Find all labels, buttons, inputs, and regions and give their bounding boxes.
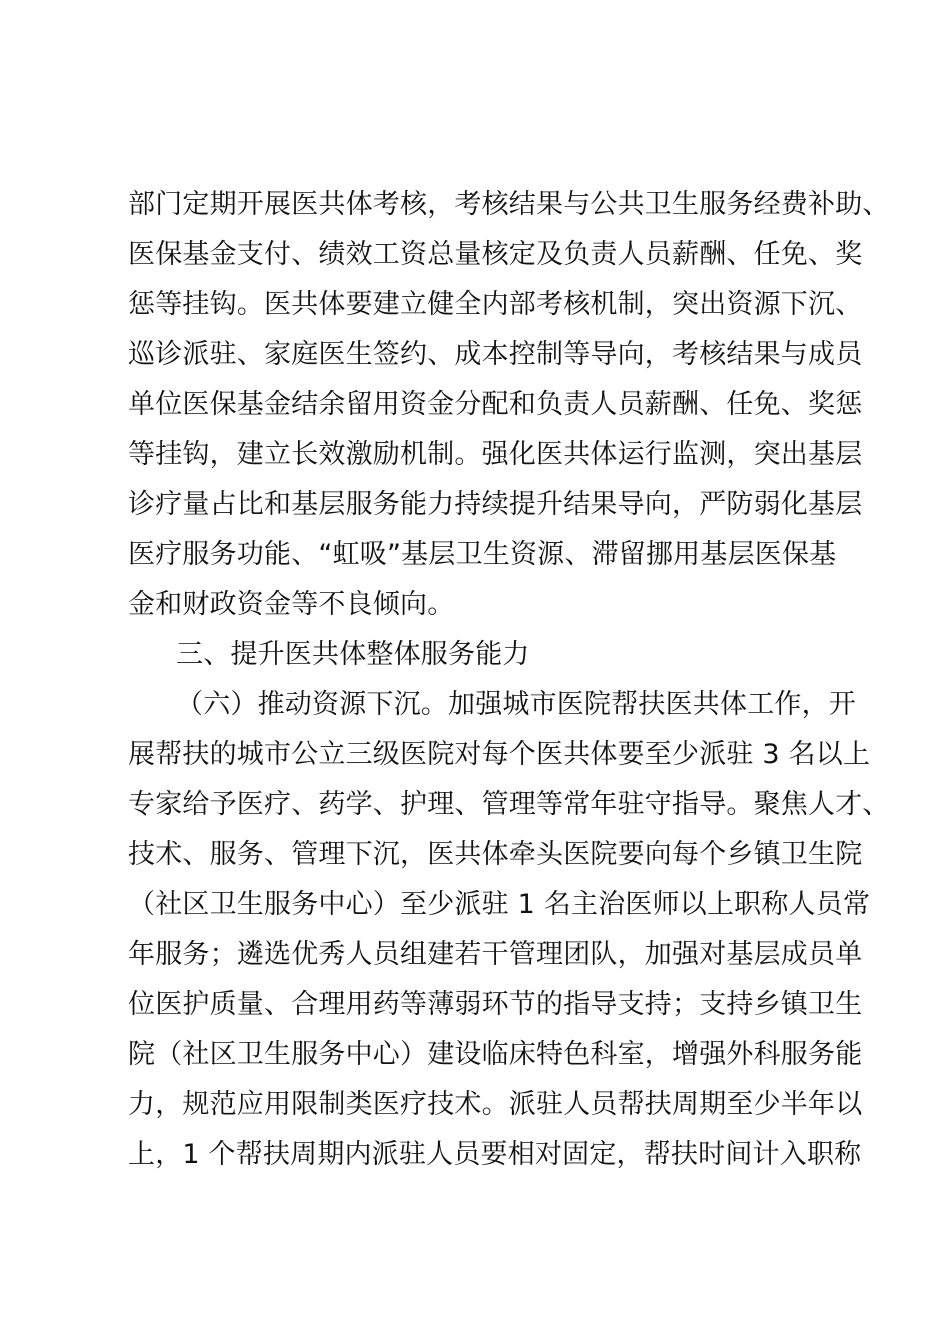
body-text-line: 诊疗量占比和基层服务能力持续提升结果导向，严防弱化基层: [128, 489, 863, 520]
body-text-line: （社区卫生服务中心）至少派驻 1 名主治医师以上职称人员常: [128, 889, 871, 920]
body-text-line: 医疗服务功能、“虹吸”基层卫生资源、滞留挪用基层医保基: [128, 539, 837, 570]
body-text-line: 年服务；遴选优秀人员组建若干管理团队，加强对基层成员单: [128, 939, 863, 970]
body-text-line: 单位医保基金结余留用资金分配和负责人员薪酬、任免、奖惩: [128, 389, 863, 420]
body-text-line: 技术、服务、管理下沉，医共体牵头医院要向每个乡镇卫生院: [128, 839, 863, 870]
body-text-line: 专家给予医疗、药学、护理、管理等常年驻守指导。聚焦人才、: [128, 789, 890, 820]
body-text-line: 上，1 个帮扶周期内派驻人员要相对固定，帮扶时间计入职称: [128, 1139, 862, 1170]
paragraph-first-line: （六）推动资源下沉。加强城市医院帮扶医共体工作，开: [176, 689, 856, 720]
body-text-line: 院（社区卫生服务中心）建设临床特色科室，增强外科服务能: [128, 1039, 863, 1070]
body-text-line: 等挂钩，建立长效激励机制。强化医共体运行监测，突出基层: [128, 439, 863, 470]
body-text-line: 展帮扶的城市公立三级医院对每个医共体要至少派驻 3 名以上: [128, 739, 871, 770]
body-text-line: 部门定期开展医共体考核，考核结果与公共卫生服务经费补助、: [128, 189, 890, 220]
body-text-line: 惩等挂钩。医共体要建立健全内部考核机制，突出资源下沉、: [128, 289, 863, 320]
body-text-line: 力，规范应用限制类医疗技术。派驻人员帮扶周期至少半年以: [128, 1089, 863, 1120]
section-heading: 三、提升医共体整体服务能力: [176, 639, 530, 670]
body-text-line: 巡诊派驻、家庭医生签约、成本控制等导向，考核结果与成员: [128, 339, 863, 370]
body-text-line: 医保基金支付、绩效工资总量核定及负责人员薪酬、任免、奖: [128, 239, 863, 270]
body-text-line: 位医护质量、合理用药等薄弱环节的指导支持；支持乡镇卫生: [128, 989, 863, 1020]
body-text-line: 金和财政资金等不良倾向。: [128, 589, 455, 620]
